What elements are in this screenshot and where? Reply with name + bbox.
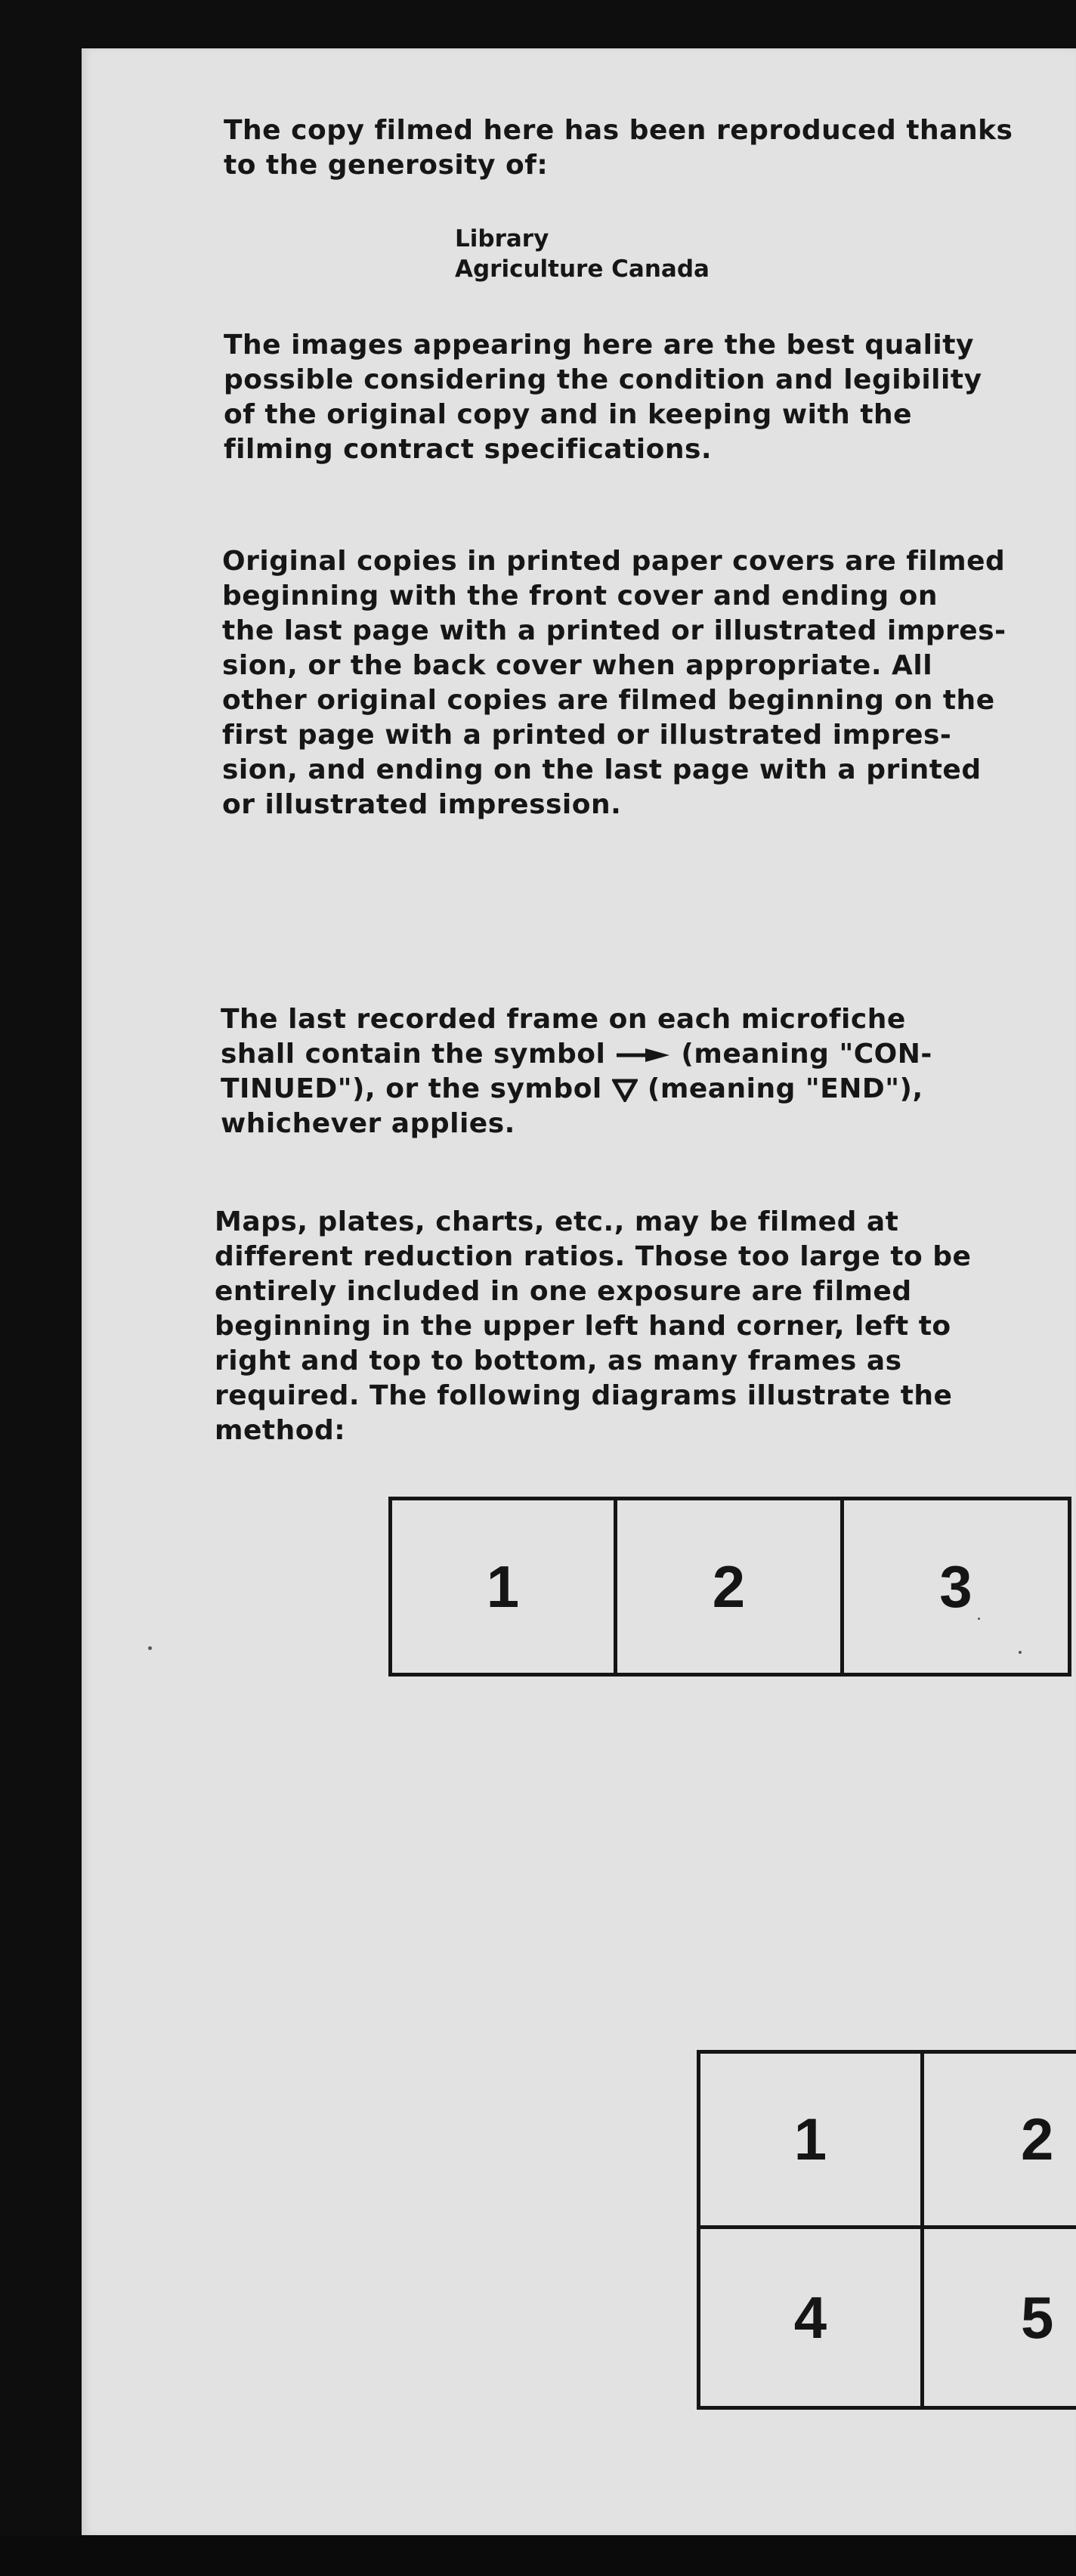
- quality-line: The images appearing here are the best quality: [224, 330, 974, 361]
- maps-line: Maps, plates, charts, etc., may be filmed at: [215, 1206, 899, 1237]
- covers-line: the last page with a printed or illustrated impres-: [222, 615, 1006, 646]
- microfiche-text: TINUED"), or the symbol: [221, 1073, 602, 1104]
- scan-speck: [148, 1646, 152, 1650]
- scan-speck: [978, 1618, 980, 1620]
- maps-line: required. The following diagrams illustrate the: [215, 1380, 953, 1411]
- covers-line: or illustrated impression.: [222, 789, 622, 820]
- covers-line: Original copies in printed paper covers are filmed: [222, 546, 1006, 577]
- maps-paragraph: [215, 1205, 971, 1448]
- maps-line: different reduction ratios. Those too large to be: [215, 1241, 972, 1272]
- microfiche-line: [221, 1037, 932, 1072]
- frame-cell: 4: [700, 2229, 924, 2406]
- covers-line: other original copies are filmed beginning on the: [222, 685, 995, 716]
- frame-cell: 3: [939, 1553, 972, 1620]
- film-edge: [0, 2535, 1076, 2576]
- covers-line: first page with a printed or illustrated impres-: [222, 720, 952, 751]
- frame-cell: 2: [924, 2054, 1076, 2229]
- microfiche-line: whichever applies.: [221, 1108, 515, 1139]
- covers-line: sion, or the back cover when appropriate. All: [222, 650, 933, 681]
- intro-paragraph: [224, 113, 1013, 183]
- scan-speck: [1019, 1651, 1022, 1654]
- microfiche-line: [221, 1072, 932, 1107]
- frame-cell: 1: [392, 1500, 617, 1673]
- arrow-right-icon: [615, 1046, 671, 1064]
- intro-line: to the generosity of:: [224, 150, 549, 181]
- quality-line: filming contract specifications.: [224, 434, 713, 465]
- library-credit: [455, 224, 710, 284]
- maps-line: entirely included in one exposure are filmed: [215, 1276, 912, 1307]
- microfiche-text: shall contain the symbol: [221, 1039, 606, 1070]
- maps-line: beginning in the upper left hand corner, left to: [215, 1311, 951, 1342]
- frame-row-diagram: [388, 1497, 1071, 1677]
- quality-line: possible considering the condition and legibility: [224, 364, 982, 395]
- quality-paragraph: [224, 328, 982, 467]
- maps-line: method:: [215, 1415, 346, 1446]
- frame-cell: 1: [700, 2054, 924, 2229]
- intro-line: The copy filmed here has been reproduced thanks: [224, 115, 1013, 146]
- covers-line: sion, and ending on the last page with a printed: [222, 754, 982, 785]
- institution-name: Agriculture Canada: [455, 255, 710, 283]
- frame-grid-diagram: [697, 2050, 1076, 2410]
- microfiche-line: The last recorded frame on each microfiche: [221, 1004, 906, 1035]
- triangle-down-icon: [612, 1078, 638, 1102]
- maps-line: right and top to bottom, as many frames as: [215, 1345, 902, 1376]
- frame-cell: 5: [1021, 2283, 1054, 2351]
- microfiche-text: (meaning "CON-: [681, 1039, 932, 1070]
- microfiche-paragraph: [221, 1002, 932, 1141]
- covers-paragraph: [222, 544, 1006, 822]
- target-sheet: [82, 48, 1076, 2535]
- frame-cell: 2: [617, 1500, 844, 1673]
- library-name: Library: [455, 225, 549, 252]
- microfiche-text: (meaning "END"),: [647, 1073, 923, 1104]
- quality-line: of the original copy and in keeping with the: [224, 399, 913, 430]
- covers-line: beginning with the front cover and ending on: [222, 581, 938, 611]
